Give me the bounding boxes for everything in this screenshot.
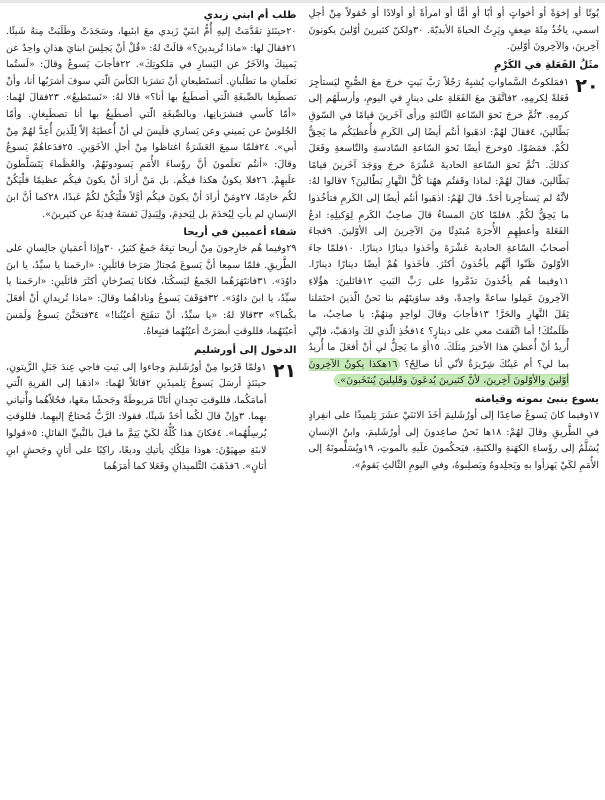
parable-text: ١فمَلكوتُ السَّماواتِ يُشبِهُ رَجُلاً رَبَّ بَيتٍ خرجَ معَ الصُّبحِ ليَستأجِرَ فَعَلةً لِكرمِهِ، ٢فاتَّفَقَ معَ الفَعَلةِ على دينارٍ في اليومِ، وأرسلَهُم إلى كرمِهِ. ٣ثُمَّ خرجَ نَحوَ السّاعةِ الثّالثةِ ورأى آخَرينَ قيامًا في السّوقِ بَطّالينَ، ٤فقالَ لهُمْ: اذهَبوا أنتُم أيضًا إلى الكَرمِ فأُعطيَكُم ما يَحِقُّ لكُمْ. فمَضَوْا. ٥وخرجَ أيضًا نَحوَ السّاعةِ السّادسةِ والتّاسعةِ وفَعَلَ كذلكَ. ٦ثُمَّ نَحوَ السّاعةِ الحاديةَ عَشْرَةَ خرجَ ووَجَدَ آخَرينَ قيامًا بَطّالينَ، فقالَ لهُمْ: لماذا وقَفتُم ههُنا كُلَّ النَّهارِ بَطّالينَ؟ ٧قالوا لهُ: لأنَّهُ لم يَستأجِرنا أحَدٌ. قالَ لهُمُ: اذهَبوا أنتُم أيضًا إلى الكَرمِ فتأخُذوا ما يَحِقُّ لكُمْ. ٨فلمّا كانَ المساءُ قالَ صاحِبُ الكَرمِ لِوَكيلِهِ: ادعُ الفَعَلةَ وأعطِهِمِ الأُجرَةَ مُبتَدِئًا مِنَ الآخِرينَ إلى الأوّلينَ. ٩فجاءَ أصحابُ السّاعةِ الحاديةَ عَشْرَةَ وأخَذوا دينارًا دينارًا. ١٠فلمّا جاءَ الأوّلونَ ظَنّوا أنَّهُم يأخُذونَ أكثَرَ. فأخَذوا هُمْ أيضًا دينارًا دينارًا. ١١وفيما هُم يأخُذونَ تذَمَّروا على رَبِّ البَيتِ ١٢قائلينَ: هؤُلاءِ الآخِرونَ عَمِلوا ساعةً واحِدةً، وقد ساوَيتَهُم بنا نَحنُ الّذينَ احتَمَلنا ثِقَلَ النَّهارِ والحَرَّ! ١٣فأجابَ وقالَ لواحِدٍ مِنهُمْ: يا صاحِبُ، ما ظَلَمتُكَ! أما اتَّفَقتَ معي على دينارٍ؟ ١٤فخُذِ الّذي لكَ واذهَبْ، فإنّي أُريدُ أنْ أُعطيَ هذا الأخيرَ مِثلَكَ. ١٥أوَ ما يَحِلُّ لي أنْ أفعَلَ ما أُريدُ بما لي؟ أم عَينُكَ شِرّيرَةٌ لأنّي أنا صالِحٌ؟: [308, 76, 570, 370]
parable-paragraph: [309, 75, 570, 390]
right-column: [309, 6, 600, 800]
top-edge: [0, 0, 605, 3]
section-heading-parable: مثَلُ الفَعَلةِ في الكَرْمِ: [494, 59, 599, 71]
prediction-paragraph: ١٧وفيما كانَ يَسوعُ صاعِدًا إلى أورُشَليمَ أخَذَ الاثنَيْ عشَرَ تِلميذًا على انفِرادٍ في الطَّريقِ وقالَ لهُمْ: ١٨ها نَحنُ صاعِدونَ إلى أورُشَليمَ، وابنُ الإنسانِ يُسَلَّمُ إلى رؤَساءِ الكهَنةِ والكتَبةِ، فيَحكُمونَ علَيهِ بالموتِ، ١٩ويُسَلِّمونَهُ إلى الأُمَمِ لكَيْ يَهزأوا بهِ ويَجلِدوهُ ويَصلِبوهُ، وفي اليومِ الثّالثِ يَقومُ».: [308, 410, 599, 471]
request-paragraph: ٢٠حينَئذٍ تقَدَّمَتْ إليهِ أُمُّ ابنَيْ زَبدي معَ ابنَيها، وسَجَدَتْ وطَلَبَتْ مِنهُ شَيئًا. ٢١فقالَ لها: «ماذا تُريدينَ؟» قالَتْ لهُ: «قُلْ أنْ يَجلِسَ ابنايَ هذانِ واحِدٌ عن يَمينِكَ والآخَرُ عن اليَسارِ في مَلكوتِكَ». ٢٢فأجابَ يَسوعُ وقالَ: «لَستُما تعلَمانِ ما تطلُبانِ. أتستَطيعانِ أنْ تشرَبا الكأسَ الّتي سوفَ أشرَبُها أنا، وأنْ تصطَبِغا بالصِّبغَةِ الّتي أصطَبِغُ بها أنا؟» قالا لهُ: «نَستَطيعُ». ٢٣فقالَ لهُما: «أمّا كأسي فتشرَبانِها، وبالصِّبغَةِ الّتي أصطَبِغُ بها أنا تصطَبِغانِ. وأمّا الجُلوسُ عن يَميني وعن يَساري فلَيسَ لي أنْ أُعطيَهُ إلاّ لِلّذينَ أُعِدَّ لهُمْ مِنْ أبي». ٢٤فلمّا سمِعَ العَشَرَةُ اغتاظوا مِنْ أجلِ الأخَوَينِ. ٢٥فدَعاهُمْ يَسوعُ وقالَ: «أنتُم تعلَمونَ أنَّ رؤَساءَ الأُمَمِ يَسودونَهُمْ، والعُظَماءَ يَتَسَلَّطونَ علَيهِمْ. ٢٦فلا يكونُ هكذا فيكُم. بل مَنْ أرادَ أنْ يكونَ فيكُم عظيمًا فلْيَكُنْ لكُم خادِمًا، ٢٧ومَنْ أرادَ أنْ يكونَ فيكُم أوَّلاً فلْيَكُنْ لكُمْ عَبدًا، ٢٨كما أنَّ ابنَ الإنسانِ لم يأتِ لِيُخدَمَ بل لِيَخدِمَ، ولِيَبذِلَ نَفسَهُ فِديَةً عن كثيرينَ».: [6, 26, 297, 220]
chapter-21-block: [6, 360, 297, 476]
chapter-number-20: ٢٠: [575, 74, 599, 97]
intro-paragraph: يُوتًا أو إخوَةً أو أخواتٍ أو أبًا أو أمًّا أو امرأةً أو أولادًا أو حُقولاً مِنْ أجلِ اسمي، ياخُذُ مِئَةَ ضِعفٍ ويَرِثُ الحياةَ الأبديّةَ. ٣٠ولكنّ كثيرينَ أوّلينَ يكونونَ آخِرينَ، والآخِرونَ أوّلينَ.: [308, 8, 599, 53]
highlighted-verse: ١٦هكذا يكونُ الآخِرونَ أوّلينَ والأوّلونَ آخِرينَ، لأنَّ كثيرينَ يُدعَونَ وقَليلينَ يُنتَخَبونَ».: [308, 358, 569, 387]
left-column: [6, 6, 297, 800]
entry-paragraph: ١ولمّا قَرُبوا مِنْ أورُشَليمَ وجاءوا إلى بَيتِ فاجي عِندَ جَبَلِ الزَّيتونِ، حينَئذٍ أرسَلَ يَسوعُ تِلميذَينِ ٢قائلاً لهُما: «اذهَبا إلى القريةِ الّتي أمامَكُما، فللوقتِ تجِدانِ أتانًا مَربوطَةً وجَحشًا معَها، فحُلاّهُما وأْتياني بهِما. ٣وإنْ قالَ لكُما أحَدٌ شَيئًا، فقولا: الرَّبُّ مُحتاجٌ إليهِما. فللوقتِ يُرسِلُهُما». ٤فكانَ هذا كُلُّهُ لكَيْ يَتِمَّ ما قيلَ بالنَّبيِّ القائلِ: ٥«قولوا لابنَةِ صِهيَوْنَ: هوذا مَلِكُكِ يأتيكِ وديعًا، راكِبًا على أتانٍ وجَحشٍ ابنِ أتانٍ». ٦فذَهَبَ التِّلميذانِ وفَعَلا كما أمَرَهُما: [6, 361, 267, 473]
chapter-20-block: [309, 75, 600, 390]
section-heading-request: طلب أم ابني زبدي: [203, 10, 297, 21]
two-column-layout: [6, 6, 599, 800]
section-heading-entry: الدخول إلى أورشليم: [193, 344, 297, 356]
section-heading-prediction: يسوع ينبئ بموته وقيامته: [474, 394, 599, 406]
section-heading-healing: شفاء أعميين في أريحا: [183, 227, 297, 239]
healing-paragraph: ٢٩وفيما هُم خارِجونَ مِنْ أريحا تبِعَهُ جَمعٌ كثيرٌ، ٣٠وإذا أعمَيانِ جالِسانِ على الطَّريقِ. فلمّا سمِعا أنَّ يَسوعَ مُجتازٌ صَرَخا قائلَينِ: «ارحَمنا يا سيِّدُ، يا ابنَ داوُدَ». ٣١فانتَهَرَهُما الجَمعُ ليَسكُتا، فكانا يَصرُخانِ أكثَرَ قائلَينِ: «ارحَمنا يا سيِّدُ، يا ابنَ داوُدَ». ٣٢فوَقَفَ يَسوعُ وناداهُما وقالَ: «ماذا تُريدانِ أنْ أفعَلَ بكُما؟» ٣٣قالا لهُ: «يا سيِّدُ، أنْ تنفَتِحَ أعيُنُنا!» ٣٤فتحَنَّنَ يَسوعُ ولَمَسَ أعيُنَهُما، فللوقتِ أبصَرَتْ أعيُنُهُما فتبِعاهُ.: [6, 243, 297, 338]
chapter-number-21: ٢١: [272, 359, 297, 382]
